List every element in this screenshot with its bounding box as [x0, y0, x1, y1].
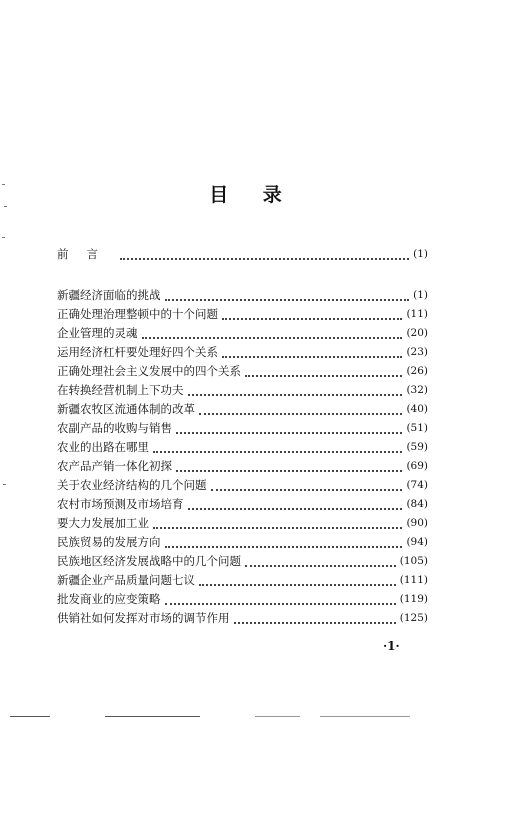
entry-page: (40): [406, 403, 428, 415]
toc-entry[interactable]: [57, 533, 428, 551]
scan-speck: [3, 484, 6, 485]
scan-rule-fragment: [10, 716, 50, 717]
toc-entry[interactable]: [57, 476, 428, 494]
entry-page: (51): [406, 422, 428, 434]
entry-title: 要大力发展加工业: [57, 516, 149, 530]
toc-entry[interactable]: [57, 324, 428, 342]
dot-leader: [199, 412, 402, 415]
toc-entry[interactable]: [57, 514, 428, 532]
entry-title: 在转换经营机制上下功夫: [57, 383, 184, 397]
scan-rule-fragment: [255, 716, 300, 717]
entry-title: 关于农业经济结构的几个问题: [57, 478, 207, 492]
toc-entry[interactable]: [57, 286, 428, 304]
dot-leader: [165, 545, 403, 548]
toc-entry[interactable]: [57, 362, 428, 380]
entry-page: (23): [406, 346, 428, 358]
toc-entry[interactable]: [57, 495, 428, 513]
entry-page: (84): [406, 498, 428, 510]
toc-entry[interactable]: [57, 457, 428, 475]
dot-leader: [234, 621, 396, 624]
dot-leader: [188, 393, 403, 396]
dot-leader: [188, 507, 403, 510]
dot-leader: [199, 583, 396, 586]
entry-title: 运用经济杠杆要处理好四个关系: [57, 345, 218, 359]
scan-speck: [4, 206, 7, 207]
entry-page: (20): [406, 327, 428, 339]
entry-page: (1): [413, 289, 428, 301]
toc-entry[interactable]: [57, 552, 428, 570]
entry-title: 农产品产销一体化初探: [57, 459, 172, 473]
entry-title: 民族地区经济发展战略中的几个问题: [57, 554, 241, 568]
entry-page: (111): [399, 574, 428, 586]
entry-page: (69): [406, 460, 428, 472]
scan-rule-fragment: [320, 716, 410, 717]
toc-entry[interactable]: [57, 343, 428, 361]
entry-title: 前言: [57, 247, 116, 261]
entry-title: 新疆经济面临的挑战: [57, 288, 161, 302]
dot-leader: [153, 450, 402, 453]
toc-entry[interactable]: [57, 590, 428, 608]
scan-speck: [2, 237, 5, 238]
entry-title: 正确处理治理整顿中的十个问题: [57, 307, 218, 321]
entry-page: (74): [406, 479, 428, 491]
dot-leader: [245, 564, 396, 567]
entry-page: (1): [413, 248, 428, 260]
entry-page: (59): [406, 441, 428, 453]
dot-leader: [222, 355, 402, 358]
dot-leader: [165, 298, 410, 301]
scan-speck: [2, 184, 5, 185]
toc-entry[interactable]: [57, 609, 428, 627]
page-number: ·1·: [383, 639, 400, 653]
entry-title: 民族贸易的发展方向: [57, 535, 161, 549]
entry-page: (26): [406, 365, 428, 377]
entry-page: (90): [406, 517, 428, 529]
entry-title: 企业管理的灵魂: [57, 326, 138, 340]
entry-title: 供销社如何发挥对市场的调节作用: [57, 611, 230, 625]
entry-title: 农村市场预测及市场培育: [57, 497, 184, 511]
toc-entry[interactable]: [57, 571, 428, 589]
entry-title: 农业的出路在哪里: [57, 440, 149, 454]
entry-page: (105): [399, 555, 428, 567]
dot-leader: [120, 257, 409, 260]
entry-page: (119): [399, 593, 428, 605]
scan-rule-fragment: [105, 716, 200, 717]
entry-page: (11): [406, 308, 428, 320]
page-title: 目 录: [209, 184, 296, 206]
toc-entry-preface[interactable]: [57, 245, 428, 263]
toc-entry[interactable]: [57, 438, 428, 456]
dot-leader: [165, 602, 396, 605]
dot-leader: [222, 317, 402, 320]
toc-entry[interactable]: [57, 400, 428, 418]
entry-title: 农副产品的收购与销售: [57, 421, 172, 435]
dot-leader: [142, 336, 403, 339]
entry-title: 新疆企业产品质量问题七议: [57, 573, 195, 587]
dot-leader: [176, 469, 402, 472]
dot-leader: [153, 526, 402, 529]
dot-leader: [245, 374, 402, 377]
dot-leader: [176, 431, 402, 434]
entry-title: 新疆农牧区流通体制的改革: [57, 402, 195, 416]
entry-title: 正确处理社会主义发展中的四个关系: [57, 364, 241, 378]
toc-entry[interactable]: [57, 419, 428, 437]
entry-page: (32): [406, 384, 428, 396]
dot-leader: [211, 488, 403, 491]
entry-title: 批发商业的应变策略: [57, 592, 161, 606]
entry-page: (125): [399, 612, 428, 624]
toc-entry[interactable]: [57, 381, 428, 399]
toc-entry[interactable]: [57, 305, 428, 323]
entry-page: (94): [406, 536, 428, 548]
